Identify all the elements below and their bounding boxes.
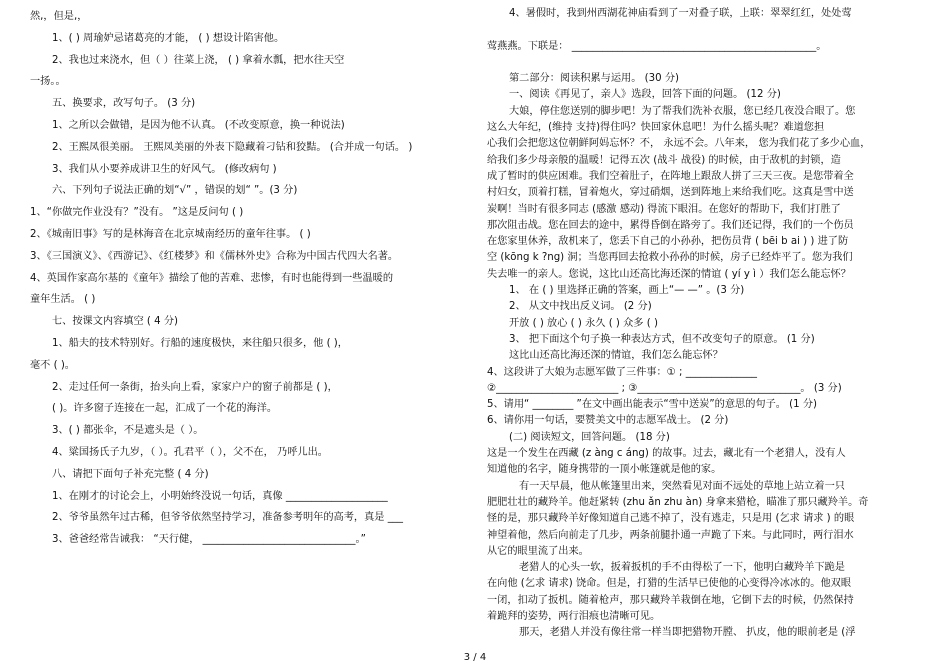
text-line [487, 22, 927, 38]
left-column [30, 6, 455, 551]
text-line: 大娘，停住您送别的脚步吧！为了帮我们洗补衣服，您已经几夜没合眼了。您 [509, 105, 856, 117]
section-heading: (二) 阅读短文，回答问题。 (18 分) [509, 431, 670, 443]
text-line: ②________________________ ; ③________________________________。 (3 分) [487, 382, 842, 394]
text-line: 那次阻击战。您在回去的途中，累得昏倒在路旁了。我们还记得，我们的一个伤员 [487, 219, 854, 231]
section-heading: 六、下列句子说法正确的划“√” ，错误的划“ ”。(3 分) [52, 185, 298, 197]
text-line: 1、 在 ( ) 里选择正确的答案，画上“— —” 。(3 分) [509, 285, 745, 297]
text-line: 老猎人的心头一软，扳着扳机的手不由得松了一下，他明白藏羚羊下跪是 [519, 562, 845, 574]
text-line: 4、这段讲了大娘为志愿军做了三件事：① ; ______________ [487, 366, 758, 378]
text-line: 然,，但是,， [30, 11, 88, 22]
section-heading: 七、按课文内容填空 ( 4 分) [52, 316, 179, 328]
text-line: 肥肥壮壮的藏羚羊。他赶紧转 (zhu ǎn zhu àn) 身拿来猎枪，瞄准了那只藏羚羊。奇 [487, 496, 869, 508]
text-line: 3、( ) 都张伞，不是遮头是（ ）。 [52, 425, 204, 437]
text-line: 5、请用“ ________ ”在文中画出能表示“雪中送炭”的意思的句子。 (1 分) [487, 399, 818, 411]
text-line: 1、之所以会做错，是因为他不认真。 (不改变原意，换一种说法) [52, 119, 345, 131]
text-line: 2、爷爷虽然年过古稀，但爷爷依然坚持学习，准备参考明年的高考，真是 ___ [52, 512, 403, 524]
text-line: 2、 从文中找出反义词。 (2 分) [509, 301, 652, 313]
text-line: 在向他 (乞求 请求) 饶命。但是，打猎的生活早已使他的心变得冷冰冰的。他双眼 [487, 578, 852, 590]
text-line: 空 (kōng k ?ng) 洞；当您再回去抢救小孙孙的时候，房子已经炸平了。您为我们 [487, 252, 853, 264]
page-number: 3 / 4 [463, 652, 487, 663]
text-line: 4、英国作家高尔基的《童年》描绘了他的苦难、悲惨，有时也能得到一些温暖的 [30, 272, 394, 284]
text-line: ( )。许多窗子连接在一起，汇成了一个花的海洋。 [52, 403, 278, 415]
text-line: 2、《城南旧事》写的是林海音在北京城南经历的童年往事。 ( ) [30, 228, 311, 240]
text-line: 失去唯一的亲人。您说，这比山还高比海还深的情谊 ( yí y ì ）我们怎么能忘怀？ [487, 268, 851, 280]
text-line: 2、王熙凤很美丽。 王熙凤美丽的外表下隐藏着刁钻和狡黠。 (合并成一句话。 ) [52, 141, 413, 153]
text-line: 1、船夫的技术特别好。行船的速度极快，来往船只很多，他 ( )， [52, 337, 348, 349]
text-line: 1、在刚才的讨论会上，小明始终没说一句话，真像 ____________________ [52, 490, 388, 502]
section-heading: 五、换要求，改写句子。 (3 分) [52, 98, 196, 110]
text-line: 3、爸爸经常告诫我： “天行健， ______________________________。” [52, 534, 366, 546]
text-line: 4、粱国扬氏子九岁，（ ）。孔君平（ ），父不在， 乃呼儿出。 [52, 446, 328, 458]
text-line [487, 55, 927, 71]
section-heading: 八、请把下面句子补充完整 ( 4 分) [52, 468, 209, 480]
text-line: 2、走过任何一条街，抬头向上看，家家户户的窗子前都是 ( )， [52, 381, 338, 393]
text-line: 炭啊！当时有很多同志 (感激 感动) 得流下眼泪。在您好的帮助下，我们打胜了 [487, 203, 841, 215]
text-line: 4、暑假时，我到州西湖花神庙看到了一对叠子联，上联：翠翠红红，处处莺 [509, 8, 852, 19]
text-line: 有一天早晨，他从帐篷里出来，突然看见对面不远处的草地上站立着一只 [519, 480, 845, 492]
text-line: 一扬。。 [30, 76, 66, 88]
section-heading: 一、阅读《再见了，亲人》选段，回答下面的问题。 (12 分) [509, 89, 781, 101]
right-column [487, 6, 927, 642]
text-line: 从它的眼里流了出来。 [487, 545, 589, 557]
text-line: 那天，老猎人并没有像往常一样当即把猎物开膛、 扒皮，他的眼前老是 (浮 [519, 627, 856, 639]
text-line: 3、我们从小要养成讲卫生的好风气。 (修改病句 ) [52, 163, 277, 175]
text-line: 2、我也过来浇水，但（ ）往菜上浇， ( ) 拿着水瓢，把水往天空 [52, 54, 345, 66]
text-line: 一闭，扣动了扳机。随着枪声，那只藏羚羊栽倒在地，它倒下去的时候，仍然保持 [487, 594, 854, 606]
text-line: 在您家里休养，敌机来了，您丢下自己的小孙孙，把伤员背 ( bēi b ai ) ) 进了防 [487, 236, 849, 248]
text-line: 怪的是，那只藏羚羊好像知道自己逃不掉了，没有逃走，只是用 (乞求 请求 ) 的眼 [487, 513, 855, 525]
text-line: 这是一个发生在西藏 (z àng c áng) 的故事。过去，藏北有一个老猎人，没有人 [487, 448, 846, 460]
text-line: 心我们会把您这位朝鲜阿妈忘怀？不， 永远不会。八年来， 您为我们花了多少心血， [487, 138, 871, 150]
text-line: 着跪拜的姿势，两行泪痕也清晰可见。 [487, 610, 661, 622]
text-line: 童年生活。 ( ) [30, 294, 96, 306]
text-line: 开放 ( ) 放心 ( ) 永久 ( ) 众多 ( ) [509, 317, 658, 329]
text-line: 3、《三国演义》、《西游记》、《红楼梦》和《儒林外史》合称为中国古代四大名著。 [30, 250, 399, 262]
text-line: 神望着他，然后向前走了几步，两条前腿扑通一声跪了下来。与此同时，两行泪水 [487, 529, 854, 541]
text-line: 这比山还高比海还深的情谊，我们怎么能忘怀？ [509, 350, 723, 362]
section-heading: 第二部分：阅读积累与运用。 (30 分) [509, 73, 680, 85]
text-line: 给我们多少母亲般的温暖！记得五次 (战斗 战役) 的时候，由于敌机的封锁，造 [487, 154, 841, 166]
text-line: 这么大年纪，(维持 支持)得住吗？快回家休息吧！为什么摇头呢？难道您担 [487, 122, 825, 134]
text-line: 成了暂时的供应困难。我们空着肚子，在阵地上跟敌人拼了三天三夜。是您带着全 [487, 170, 854, 182]
text-line: 1、“你做完作业没有？”没有。 ”这是反问句 ( ) [30, 207, 244, 219]
text-line: 毫不 ( )。 [30, 359, 75, 371]
text-line: 1、( ) 周瑜妒忌诸葛亮的才能， ( ) 想设计陷害他。 [52, 32, 285, 44]
text-line: 知道他的名字，随身携带的一顶小帐篷就是他的家。 [487, 464, 722, 476]
text-line: 莺燕燕。下联是： ________________________________________________。 [487, 40, 827, 52]
text-line: 3、 把下面这个句子换一种表达方式，但不改变句子的原意。 (1 分) [509, 333, 815, 345]
text-line: 6、请你用一句话，要赞美文中的志愿军战士。 (2 分) [487, 415, 729, 427]
text-line: 村妇女，顶着打糕，冒着炮火，穿过硝烟，送到阵地上来给我们吃。这真是雪中送 [487, 187, 854, 199]
